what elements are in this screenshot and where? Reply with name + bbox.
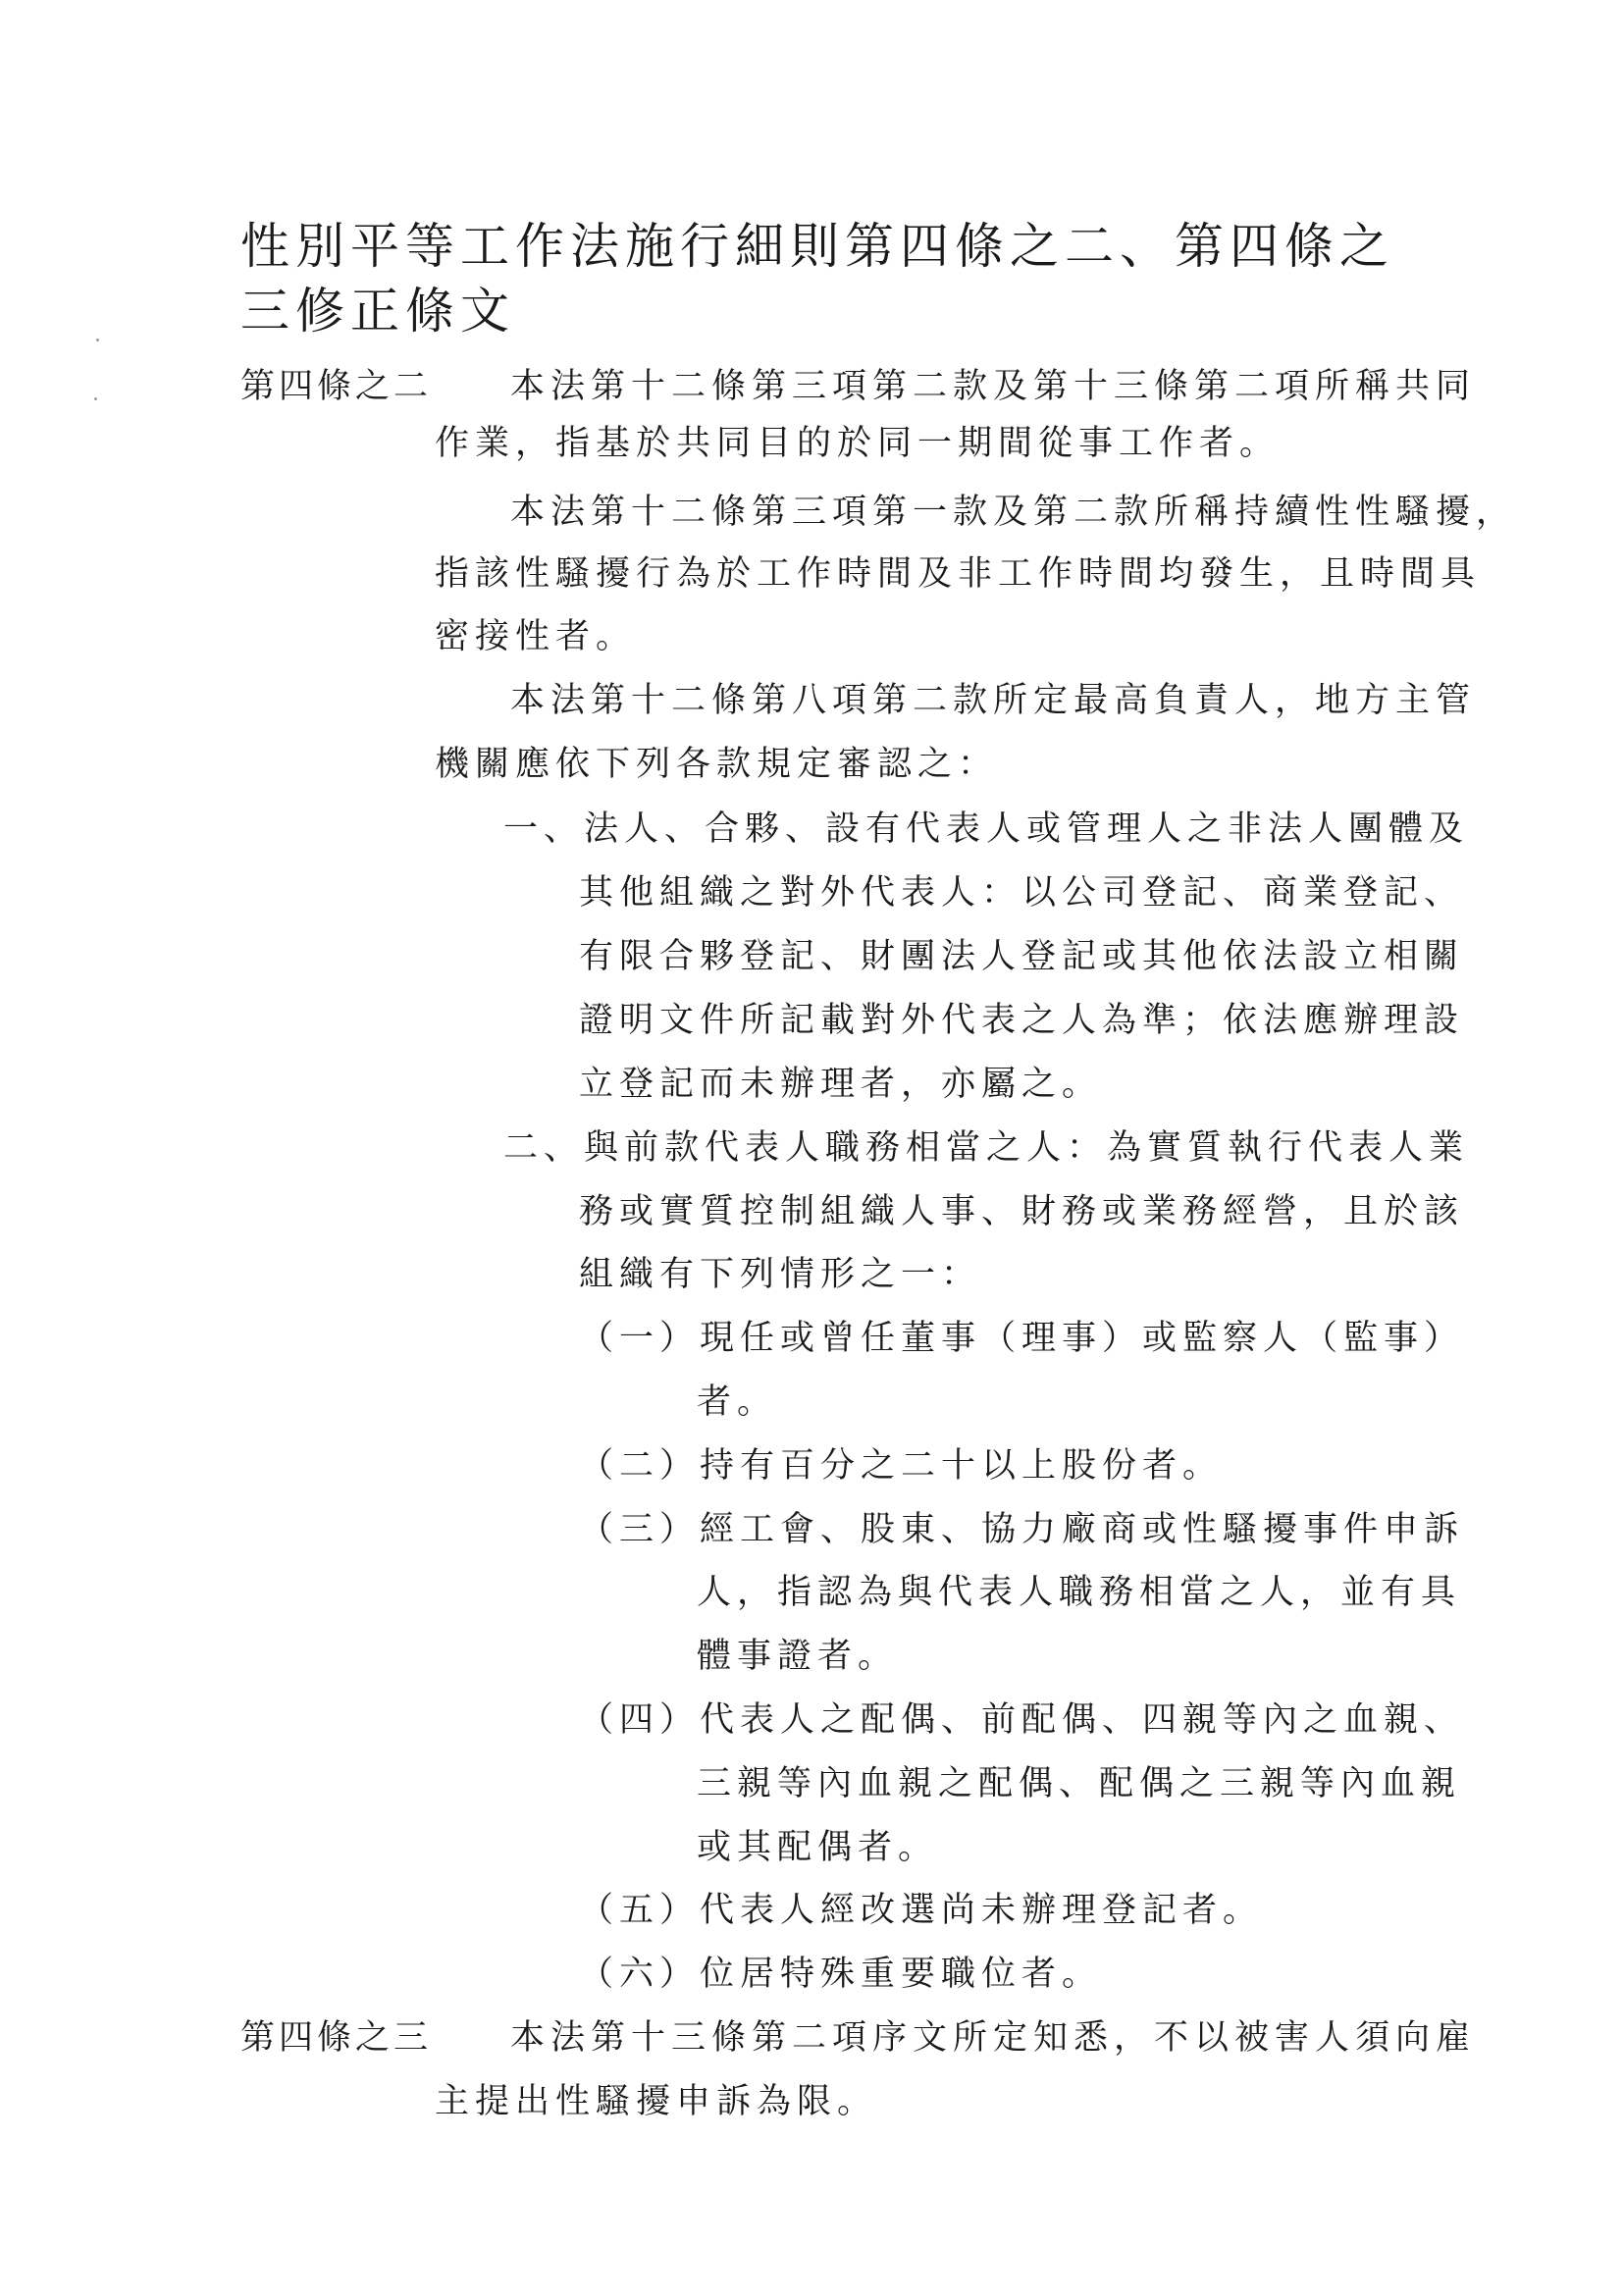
item-1-line1: 一、法人、合夥、設有代表人或管理人之非法人團體及 [503,809,1470,849]
sub-item-3-line2: 人，指認為與代表人職務相當之人，並有具 [697,1573,1462,1612]
sub-item-4-line1: （四）代表人之配偶、前配偶、四親等內之血親、 [579,1700,1465,1740]
article-4-3-label: 第四條之三 [240,2018,433,2058]
item-2-line2: 務或實質控制組織人事、財務或業務經營，且於該 [579,1192,1465,1231]
item-1-line4: 證明文件所記載對外代表之人為準；依法應辦理設 [579,1001,1465,1040]
sub-item-3-line1: （三）經工會、股東、協力廠商或性騷擾事件申訴 [579,1510,1465,1549]
scan-speck [96,339,99,341]
article-4-3-para1-line1: 本法第十三條第二項序文所定知悉，不以被害人須向雇 [510,2018,1477,2058]
sub-item-3-line3: 體事證者。 [697,1637,899,1676]
article-4-3-para1-line2: 主提出性騷擾申訴為限。 [435,2082,878,2121]
item-1-line5: 立登記而未辦理者，亦屬之。 [579,1065,1103,1104]
sub-item-1-line1: （一）現任或曾任董事（理事）或監察人（監事） [579,1319,1465,1358]
article-4-2-para1-line1: 本法第十二條第三項第二款及第十三條第二項所稱共同 [510,367,1477,406]
sub-item-4-line3: 或其配偶者。 [697,1828,939,1867]
article-4-2-para3-line1: 本法第十二條第八項第二款所定最高負責人，地方主管 [510,681,1477,720]
article-4-2-para2-line3: 密接性者。 [435,617,637,656]
article-4-2-para2-line1: 本法第十二條第三項第一款及第二款所稱持續性性騷擾， [510,493,1517,532]
sub-item-5-line1: （五）代表人經改選尚未辦理登記者。 [579,1891,1264,1930]
article-4-2-para2-line2: 指該性騷擾行為於工作時間及非工作時間均發生，且時間具 [435,554,1482,594]
article-4-2-para3-line2: 機關應依下列各款規定審認之： [435,745,999,784]
item-1-line2: 其他組織之對外代表人：以公司登記、商業登記、 [579,873,1465,913]
item-1-line3: 有限合夥登記、財團法人登記或其他依法設立相關 [579,937,1465,976]
sub-item-4-line2: 三親等內血親之配偶、配偶之三親等內血親 [697,1764,1462,1803]
article-4-2-para1-line2: 作業，指基於共同目的於同一期間從事工作者。 [435,424,1281,463]
item-2-line3: 組織有下列情形之一： [579,1255,982,1294]
sub-item-1-line2: 者。 [697,1383,778,1422]
title-line-1: 性別平等工作法施行細則第四條之二、第四條之 [240,218,1394,275]
sub-item-6-line1: （六）位居特殊重要職位者。 [579,1955,1103,1994]
article-4-2-label: 第四條之二 [240,367,433,406]
scan-speck [94,397,97,400]
item-2-line1: 二、與前款代表人職務相當之人：為實質執行代表人業 [503,1128,1470,1168]
title-line-2: 三修正條文 [240,283,515,339]
sub-item-2-line1: （二）持有百分之二十以上股份者。 [579,1446,1224,1486]
document-title [240,214,1457,343]
